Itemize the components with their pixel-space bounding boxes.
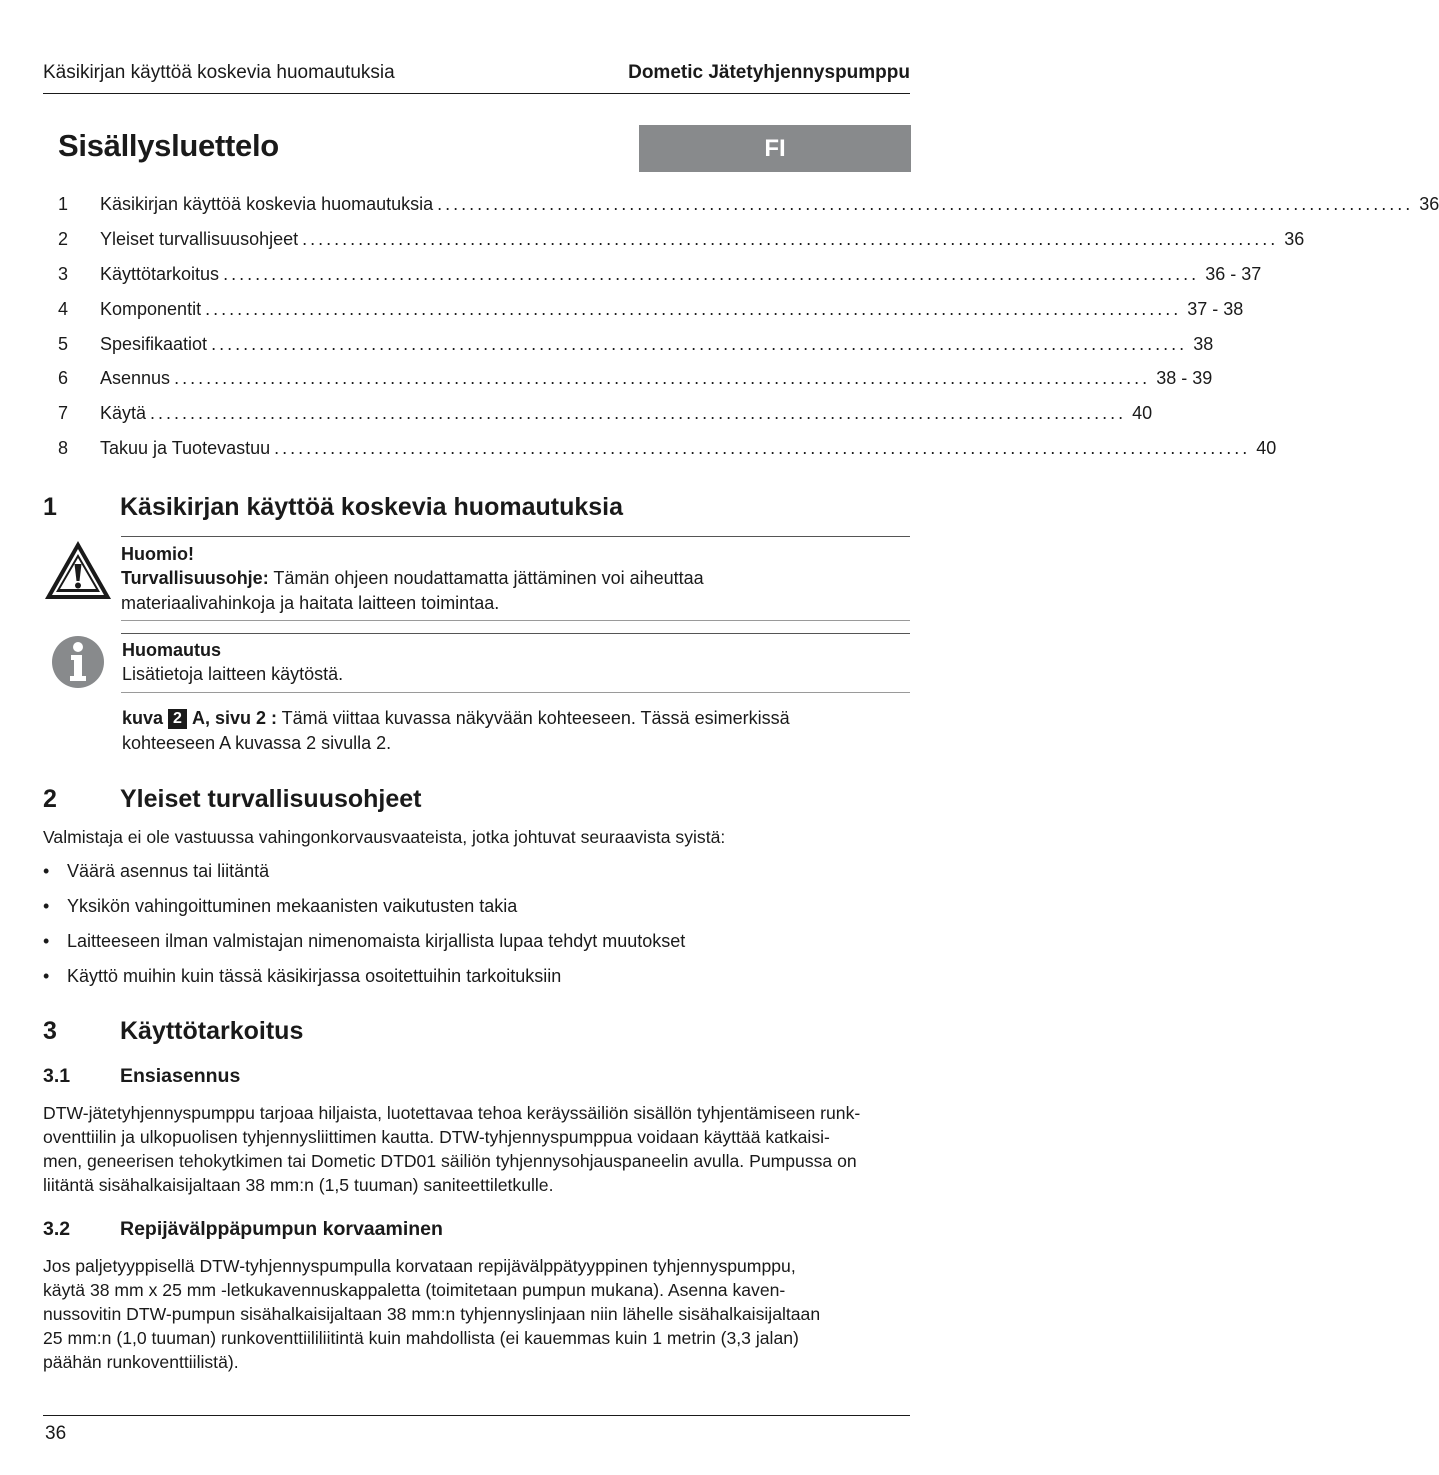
toc-label: Komponentit [100, 299, 202, 319]
bullet-marker: • [43, 966, 50, 986]
toc-label: Yleiset turvallisuusohjeet [100, 229, 299, 249]
figref-text-line1: Tämä viittaa kuvassa näkyvään kohteeseen. Tässä esimerkissä [277, 708, 790, 728]
toc-leader-dots: .......................................................................................................................... [274, 438, 1251, 458]
header-rule [43, 93, 910, 94]
figref-suffix: A, sivu 2 : [191, 708, 277, 728]
toc-page: 36 - 37 [1205, 264, 1262, 284]
subsection-heading-3-1 [43, 1065, 240, 1088]
toc-page: 40 [1132, 403, 1153, 423]
toc-number: 1 [58, 194, 69, 214]
page-number: 36 [45, 1423, 67, 1444]
paragraph-line: men, geneerisen tehokytkimen tai Dometic DTD01 säiliön tyhjennysohjauspaneelin avulla. Pumpussa on [43, 1151, 857, 1171]
bullet-marker: • [43, 861, 50, 881]
toc-entry[interactable] [58, 194, 1439, 218]
paragraph-line: oventtiilin ja ulkopuolisen tyhjennysliittimen kautta. DTW-tyhjennyspumppua voidaan käyttää katkaisi- [43, 1127, 830, 1147]
section-title: Yleiset turvallisuusohjeet [120, 785, 422, 813]
toc-page: 38 - 39 [1156, 368, 1213, 388]
running-header-left: Käsikirjan käyttöä koskevia huomautuksia [43, 62, 395, 83]
note-rule-top [121, 633, 910, 634]
section-number: 3 [43, 1017, 57, 1045]
toc-leader-dots: .......................................................................................................................... [223, 264, 1200, 284]
figref-text-line2: kohteeseen A kuvassa 2 sivulla 2. [122, 733, 392, 753]
toc-number: 8 [58, 438, 69, 458]
note-text: Lisätietoja laitteen käytöstä. [122, 664, 344, 684]
toc-page: 37 - 38 [1187, 299, 1244, 319]
toc-label: Käsikirjan käyttöä koskevia huomautuksia [100, 194, 434, 214]
toc-entry[interactable] [58, 438, 1277, 462]
toc-leader-dots: .......................................................................................................................... [150, 403, 1127, 423]
warning-triangle-icon [43, 539, 113, 601]
toc-number: 4 [58, 299, 69, 319]
page-title: Sisällysluettelo [58, 128, 279, 163]
section-number: 2 [43, 785, 57, 813]
bullet-marker: • [43, 896, 50, 916]
toc-label: Asennus [100, 368, 171, 388]
list-item-text: Käyttö muihin kuin tässä käsikirjassa osoitettuihin tarkoituksiin [67, 966, 562, 986]
toc-label: Käytä [100, 403, 147, 423]
section2-intro: Valmistaja ei ole vastuussa vahingonkorvausvaateista, jotka johtuvat seuraavista syistä: [43, 827, 726, 847]
paragraph-line: käytä 38 mm x 25 mm -letkukavennuskappaletta (toimitetaan pumpun mukana). Asenna kaven- [43, 1280, 786, 1300]
warning-text-line2: materiaalivahinkoja ja haitata laitteen toimintaa. [121, 593, 500, 613]
toc-number: 3 [58, 264, 69, 284]
paragraph-line: päähän runkoventtiilistä). [43, 1352, 239, 1372]
note-rule-bottom [121, 692, 910, 693]
toc-entry[interactable] [58, 264, 1262, 288]
warning-label: Turvallisuusohje: [121, 568, 269, 588]
list-item-text: Väärä asennus tai liitäntä [67, 861, 270, 881]
toc-label: Takuu ja Tuotevastuu [100, 438, 271, 458]
toc-entry[interactable] [58, 299, 1244, 323]
toc-entry[interactable] [58, 403, 1153, 427]
warning-text [121, 566, 704, 591]
toc-number: 5 [58, 334, 69, 354]
list-item-text: Laitteeseen ilman valmistajan nimenomaista kirjallista lupaa tehdyt muutokset [67, 931, 686, 951]
toc-leader-dots: .......................................................................................................................... [211, 334, 1188, 354]
language-tab: FI [639, 125, 911, 172]
section-number: 1 [43, 493, 57, 521]
section-title: Käyttötarkoitus [120, 1017, 304, 1045]
figure-number-badge: 2 [168, 709, 187, 729]
section-rule [121, 536, 910, 537]
paragraph-line: nussovitin DTW-pumpun sisähalkaisijaltaan 38 mm:n tyhjennyslinjaan niin lähelle sisähalkaisijaltaan [43, 1304, 821, 1324]
subsection-number: 3.1 [43, 1065, 71, 1087]
toc-leader-dots: .......................................................................................................................... [437, 194, 1414, 214]
toc-label: Käyttötarkoitus [100, 264, 220, 284]
toc-entry[interactable] [58, 368, 1213, 392]
warning-rule [121, 620, 910, 621]
figure-reference-line1 [122, 706, 790, 731]
paragraph-line: liitäntä sisähalkaisijaltaan 38 mm:n (1,5 tuuman) saniteettiletkulle. [43, 1175, 554, 1195]
section-heading-1 [43, 493, 623, 522]
toc-number: 2 [58, 229, 69, 249]
toc-label: Spesifikaatiot [100, 334, 208, 354]
section-heading-3 [43, 1017, 303, 1046]
paragraph-line: DTW-jätetyhjennyspumppu tarjoaa hiljaista, luotettavaa tehoa keräyssäiliön sisällön tyhjentämiseen runk- [43, 1103, 861, 1123]
list-item [43, 861, 269, 882]
toc-page: 36 [1284, 229, 1305, 249]
info-icon [52, 636, 104, 688]
toc-number: 6 [58, 368, 69, 388]
toc-page: 38 [1193, 334, 1214, 354]
subsection-title: Ensiasennus [120, 1065, 241, 1087]
running-header-right: Dometic Jätetyhjennyspumppu [628, 62, 910, 83]
toc-entry[interactable] [58, 334, 1214, 358]
subsection-number: 3.2 [43, 1218, 71, 1240]
toc-page: 40 [1256, 438, 1277, 458]
section-title: Käsikirjan käyttöä koskevia huomautuksia [120, 493, 623, 521]
list-item [43, 966, 561, 987]
warning-heading: Huomio! [121, 544, 194, 564]
subsection-heading-3-2 [43, 1218, 443, 1241]
warning-text-line1: Tämän ohjeen noudattamatta jättäminen voi aiheuttaa [268, 568, 704, 588]
list-item [43, 931, 685, 952]
section-heading-2 [43, 785, 422, 814]
paragraph-line: 25 mm:n (1,0 tuuman) runkoventtiililiitintä kuin mahdollista (ei kauemmas kuin 1 metrin (3,3 jalan) [43, 1328, 799, 1348]
toc-leader-dots: .......................................................................................................................... [174, 368, 1151, 388]
toc-leader-dots: .......................................................................................................................... [205, 299, 1182, 319]
bullet-marker: • [43, 931, 50, 951]
note-heading: Huomautus [122, 640, 221, 660]
toc-page: 36 [1419, 194, 1439, 214]
toc-entry[interactable] [58, 229, 1305, 253]
paragraph-line: Jos paljetyyppisellä DTW-tyhjennyspumpulla korvataan repijävälppätyyppinen tyhjennyspumppu, [43, 1256, 796, 1276]
toc-number: 7 [58, 403, 69, 423]
list-item [43, 896, 517, 917]
list-item-text: Yksikön vahingoittuminen mekaanisten vaikutusten takia [67, 896, 518, 916]
subsection-title: Repijävälppäpumpun korvaaminen [120, 1218, 443, 1240]
figref-prefix: kuva [122, 708, 164, 728]
toc-leader-dots: .......................................................................................................................... [302, 229, 1279, 249]
footer-rule [43, 1415, 910, 1416]
